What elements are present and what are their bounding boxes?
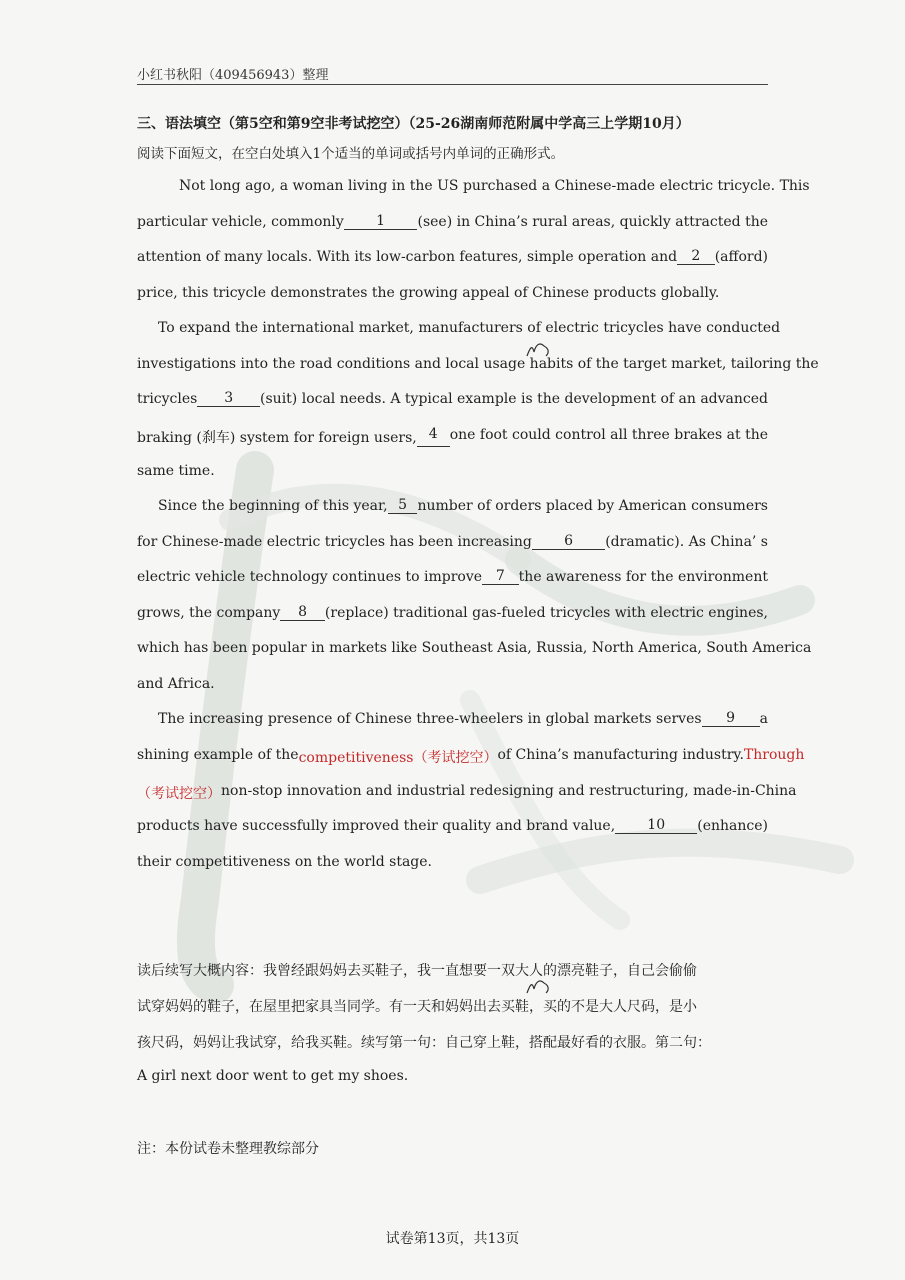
answer-blank-7[interactable]: 7	[482, 569, 519, 585]
line-text: braking (刹车) system for foreign users,	[137, 430, 417, 446]
note: 注：本份试卷未整理教综部分	[137, 1141, 319, 1157]
passage-line: investigations into the road conditions and local usage habits of the target market, tailoring the	[137, 356, 819, 372]
answer-competitiveness: competitiveness（考试挖空）	[298, 750, 498, 766]
line-text: (see) in China’s rural areas, quickly attracted the	[417, 214, 768, 230]
line-text: (enhance)	[697, 818, 768, 834]
answer-blank-10[interactable]: 10	[615, 818, 697, 834]
line-text: electric vehicle technology continues to improve	[137, 569, 483, 585]
answer-blank-6[interactable]: 6	[532, 534, 605, 550]
line-text: of China’s manufacturing industry.	[497, 747, 744, 763]
line-text: shining example of the	[137, 747, 299, 763]
passage-line: which has been popular in markets like Southeast Asia, Russia, North America, South America	[137, 640, 812, 656]
line-text: attention of many locals. With its low-carbon features, simple operation and	[137, 249, 678, 265]
header-divider	[137, 84, 768, 85]
passage-line	[137, 427, 768, 447]
line-text: tricycles	[137, 391, 198, 407]
line-text: grows, the company	[137, 605, 281, 621]
line-text: Since the beginning of this year,	[158, 498, 388, 514]
passage-line	[137, 747, 805, 767]
passage-line: same time.	[137, 463, 215, 479]
line-text: the awareness for the environment	[518, 569, 768, 585]
passage-line	[137, 605, 768, 621]
page-header: 小红书秋阳（409456943）整理	[137, 68, 329, 83]
passage-line	[137, 391, 768, 407]
line-text: (suit) local needs. A typical example is the development of an advanced	[260, 391, 768, 407]
passage-line	[137, 214, 768, 230]
passage-line	[137, 249, 768, 265]
answer-blank-2[interactable]: 2	[677, 249, 715, 265]
passage-line	[137, 569, 768, 585]
continuation-line: 孩尺码，妈妈让我试穿，给我买鞋。续写第一句：自己穿上鞋，搭配最好看的衣服。第二句：	[137, 1035, 711, 1051]
passage-line: Not long ago, a woman living in the US purchased a Chinese-made electric tricycle. This	[179, 178, 810, 194]
passage-line	[137, 783, 797, 803]
answer-through: Through	[743, 747, 805, 763]
line-text: products have successfully improved their quality and brand value,	[137, 818, 616, 834]
section-instruction: 阅读下面短文，在空白处填入1个适当的单词或括号内单词的正确形式。	[137, 146, 565, 162]
passage-line	[158, 498, 768, 514]
line-text: for Chinese-made electric tricycles has been increasing	[137, 534, 532, 550]
continuation-line: 试穿妈妈的鞋子，在屋里把家具当同学。有一天和妈妈出去买鞋，买的不是大人尺码，是小	[137, 999, 697, 1015]
answer-blank-4[interactable]: 4	[417, 427, 450, 447]
line-text: (afford)	[714, 249, 768, 265]
handwritten-mark-icon	[524, 338, 554, 360]
answer-note: （考试挖空）	[137, 786, 221, 802]
passage-line	[137, 534, 768, 550]
line-text: (dramatic). As China’ s	[605, 534, 768, 550]
page-footer: 试卷第13页，共13页	[385, 1231, 520, 1247]
line-text: a	[759, 711, 768, 727]
passage-line: and Africa.	[137, 676, 215, 692]
answer-blank-3[interactable]: 3	[197, 391, 260, 407]
handwritten-mark-icon	[524, 975, 554, 997]
answer-blank-5[interactable]: 5	[388, 498, 418, 514]
line-text: (replace) traditional gas-fueled tricycles with electric engines,	[324, 605, 768, 621]
continuation-line: A girl next door went to get my shoes.	[137, 1068, 409, 1084]
line-text: particular vehicle, commonly	[137, 214, 344, 230]
answer-blank-9[interactable]: 9	[702, 711, 760, 727]
passage-line: price, this tricycle demonstrates the growing appeal of Chinese products globally.	[137, 285, 720, 301]
passage-line: their competitiveness on the world stage.	[137, 854, 432, 870]
answer-blank-1[interactable]: 1	[344, 214, 418, 230]
continuation-line: 读后续写大概内容：我曾经跟妈妈去买鞋子，我一直想要一双大人的漂亮鞋子，自己会偷偷	[137, 963, 697, 979]
passage-line	[137, 818, 768, 834]
line-text: To expand the international market, manufacturers of electric tricycles have conducted	[158, 320, 781, 336]
passage-line	[158, 711, 768, 727]
line-text: one foot could control all three brakes at the	[449, 427, 768, 443]
line-text: number of orders placed by American consumers	[417, 498, 768, 514]
line-text: non-stop innovation and industrial redesigning and restructuring, made-in-China	[221, 783, 797, 799]
answer-blank-8[interactable]: 8	[280, 605, 325, 621]
section-title: 三、语法填空（第5空和第9空非考试挖空）（25-26湖南师范附属中学高三上学期10月）	[137, 116, 690, 132]
passage-line	[158, 320, 781, 336]
line-text: The increasing presence of Chinese three-wheelers in global markets serves	[158, 711, 702, 727]
